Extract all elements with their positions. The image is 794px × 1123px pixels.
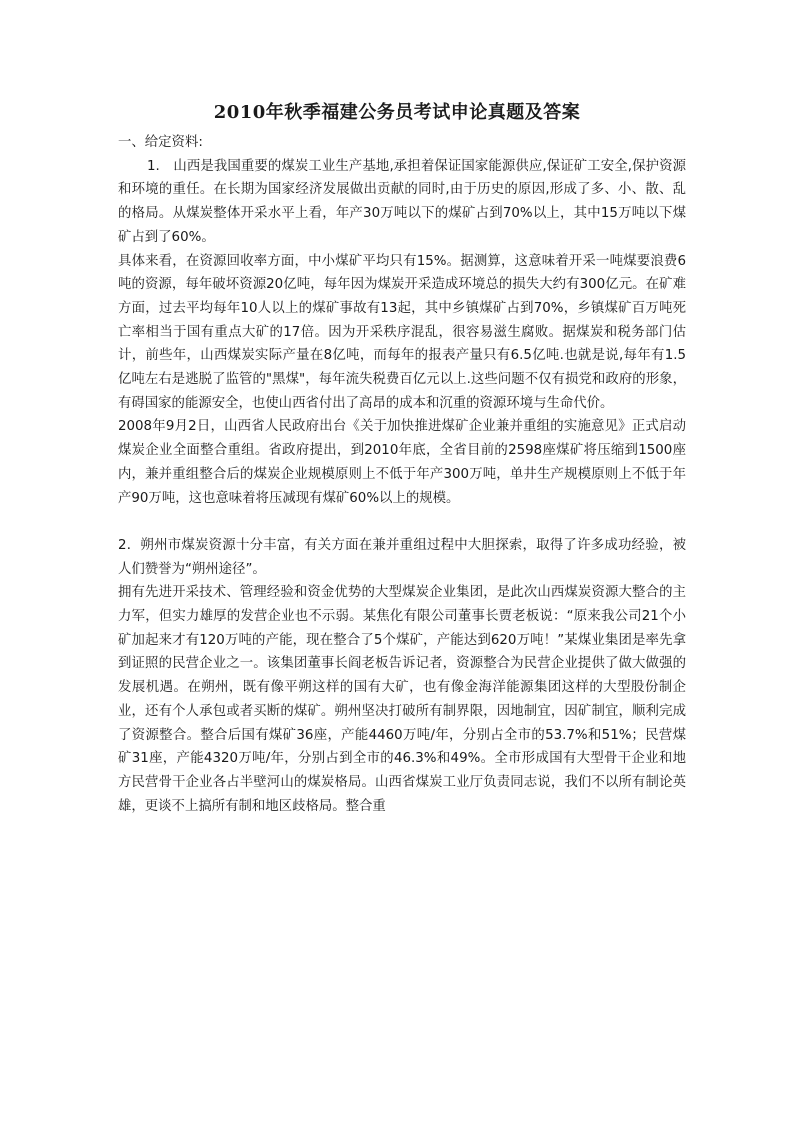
paragraph-spacer	[118, 510, 686, 534]
paragraph-5: 拥有先进开采技术、管理经验和资金优势的大型煤炭企业集团，是此次山西煤炭资源大整合的主力军，但实力雄厚的发营企业也不示弱。某焦化有限公司董事长贾老板说：“原来我公司21个小矿加起来才有120万吨的产能，现在整合了5个煤矿，产能达到620万吨！”某煤业集团是率先拿到证照的民营企业之一。该集团董事长阎老板告诉记者，资源整合为民营企业提供了做大做强的发展机遇。在朔州，既有像平朔这样的国有大矿，也有像金海洋能源集团这样的大型股份制企业，还有个人承包或者买断的煤矿。朔州坚决打破所有制界限，因地制宜，因矿制宜，顺利完成了资源整合。整合后国有煤矿36座，产能4460万吨/年，分别占全市的53.7%和51%；民营煤矿31座，产能4320万吨/年，分别占到全市的46.3%和49%。全市形成国有大型骨干企业和地方民营骨干企业各占半壁河山的煤炭格局。山西省煤炭工业厅负责同志说，我们不以所有制论英雄，更谈不上搞所有制和地区歧格局。整合重	[118, 585, 686, 814]
paragraph-1: 1. 山西是我国重要的煤炭工业生产基地,承担着保证国家能源供应,保证矿工安全,保护资源和环境的重任。在长期为国家经济发展做出贡献的同时,由于历史的原因,形成了多、小、散、乱的格局。从煤炭整体开采水平上看，年产30万吨以下的煤矿占到70%以上，其中15万吨以下煤矿占到了60%。	[118, 158, 686, 245]
paragraph-2: 具体来看，在资源回收率方面，中小煤矿平均只有15%。据测算，这意味着开采一吨煤要浪费6吨的资源，每年破坏资源20亿吨，每年因为煤炭开采造成环境总的损失大约有300亿元。在矿难方面，过去平均每年10人以上的煤矿事故有13起，其中乡镇煤矿占到70%，乡镇煤矿百万吨死亡率相当于国有重点大矿的17倍。因为开采秩序混乱，很容易滋生腐败。据煤炭和税务部门估计，前些年，山西煤炭实际产量在8亿吨，而每年的报表产量只有6.5亿吨.也就是说,每年有1.5亿吨左右是逃脱了监管的"黑煤"，每年流失税费百亿元以上.这些问题不仅有损党和政府的形象，有碍国家的能源安全，也使山西省付出了高昂的成本和沉重的资源环境与生命代价。	[118, 253, 686, 411]
section-heading: 一、给定资料:	[118, 135, 203, 150]
paragraph-4: 2．朔州市煤炭资源十分丰富，有关方面在兼并重组过程中大胆探索，取得了许多成功经验，被人们赞誉为“朔州途径”。	[118, 537, 686, 577]
paragraph-3: 2008年9月2日，山西省人民政府出台《关于加快推进煤矿企业兼并重组的实施意见》正式启动煤炭企业全面整合重组。省政府提出，到2010年底，全省目前的2598座煤矿将压缩到1500座内，兼并重组整合后的煤炭企业规模原则上不低于年产300万吨，单井生产规模原则上不低于年产90万吨，这也意味着将压减现有煤矿60%以上的规模。	[118, 419, 686, 506]
document-title: 2010年秋季福建公务员考试申论真题及答案	[213, 102, 581, 123]
document-body	[118, 131, 686, 818]
